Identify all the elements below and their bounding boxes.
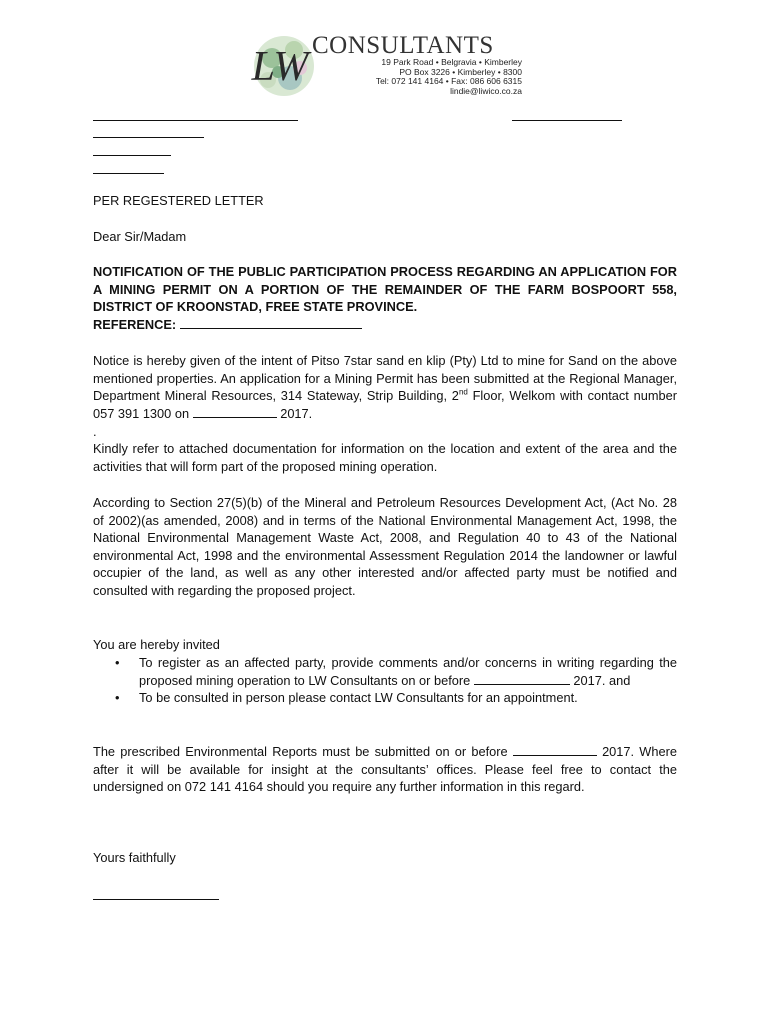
paragraph-reports	[93, 743, 677, 796]
invitation-heading: You are hereby invited	[93, 637, 220, 652]
paragraph-legislation: According to Section 27(5)(b) of the Mineral and Petroleum Resources Development Act, (Act No. 28 of 2002)(as amended, 2008) and in terms of the National Environmental Management Act, 1998, the National Environmental Management Waste Act, 2008, and Regulation 40 to 43 of the National environmental Act, 1998 and the environmental Assessment Regulation 2014 the landowner or lawful occupier of the land, as well as any other interested and/or affected party must be notified and consulted with regarding the proposed project.	[93, 495, 677, 598]
closing: Yours faithfully	[93, 850, 176, 865]
contact-email: lindie@liwico.co.za	[450, 85, 522, 96]
address-line-4	[93, 173, 164, 174]
brand-name: CONSULTANTS	[312, 32, 494, 59]
bullet-icon: •	[115, 655, 120, 670]
logo-letters: LW	[251, 44, 309, 90]
reference-label: REFERENCE:	[93, 316, 177, 332]
contact-block	[376, 58, 522, 96]
date-line	[512, 120, 622, 121]
list-item	[93, 689, 677, 707]
address-line-1	[93, 120, 298, 121]
paragraph-documentation: Kindly refer to attached documentation for information on the location and extent of the area and the activities that will form part of the proposed mining operation.	[93, 441, 677, 474]
ordinal-suffix: nd	[458, 387, 468, 397]
list-item-text-end: 2017. and	[569, 672, 631, 688]
list-item-text: To register as an affected party, provide comments and/or concerns in writing regarding the proposed mining operation to LW Consultants on or before	[139, 655, 677, 688]
register-date-blank	[474, 672, 570, 685]
address-line-3	[93, 155, 171, 156]
list-item-text: To be consulted in person please contact LW Consultants for an appointment.	[139, 690, 578, 705]
reference-blank	[180, 316, 362, 329]
paragraph-notice-text-2: Floor, Welkom with contact number 057 391 1300 on	[93, 388, 678, 421]
notice-title	[93, 263, 677, 333]
paragraph-notice-text-3: 2017.	[276, 405, 313, 421]
stray-dot: .	[93, 424, 97, 439]
contact-phone: Tel: 072 141 4164 • Fax: 086 606 6315	[375, 76, 522, 86]
bullet-icon: •	[115, 690, 120, 705]
list-item	[93, 654, 677, 689]
submission-date-blank	[193, 405, 277, 418]
contact-po-box: PO Box 3226 • Kimberley • 8300	[399, 66, 522, 77]
greeting: Dear Sir/Madam	[93, 229, 187, 244]
delivery-method: PER REGESTERED LETTER	[93, 193, 264, 208]
address-line-2	[93, 137, 204, 138]
reports-date-blank	[513, 743, 597, 756]
contact-address: 19 Park Road • Belgravia • Kimberley	[381, 57, 522, 67]
signature-line	[93, 899, 219, 900]
paragraph-reports-text-2: 2017. Where after it will be available for insight at the consultants’ offices. Please feel free to contact the undersigned on 072 141 4164 should you require any further information in this regard.	[93, 744, 677, 794]
paragraph-reports-text-1: The prescribed Environmental Reports must be submitted on or before	[93, 744, 513, 759]
paragraph-notice	[93, 352, 677, 422]
paragraph-notice-text-1: Notice is hereby given of the intent of Pitso 7star sand en klip (Pty) Ltd to mine for Sand on the above mentioned properties. An application for a Mining Permit has been submitted at the Regional Manager, Department Mineral Resources, 314 Stateway, Strip Building, 2	[93, 353, 677, 403]
letterhead	[250, 28, 530, 102]
invitation-list	[93, 654, 677, 707]
notice-title-text: NOTIFICATION OF THE PUBLIC PARTICIPATION PROCESS REGARDING AN APPLICATION FOR A MINING PERMIT ON A PORTION OF THE REMAINDER OF THE FARM BOSPOORT 558, DISTRICT OF KROONSTAD, FREE STATE PROVINCE.	[93, 264, 677, 314]
